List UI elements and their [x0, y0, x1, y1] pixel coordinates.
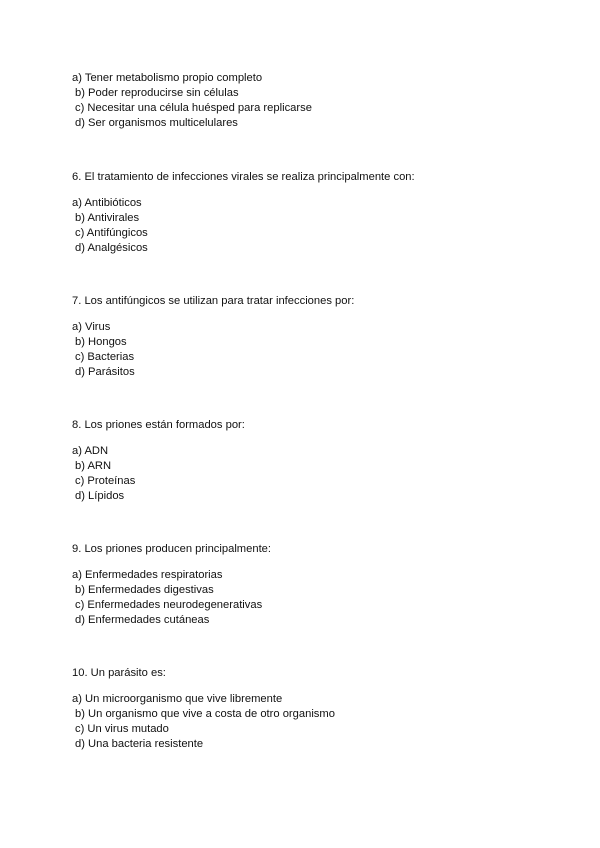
- question-9-option-d: d) Enfermedades cutáneas: [75, 613, 210, 626]
- question-9-option-b: b) Enfermedades digestivas: [75, 583, 214, 596]
- question-9-option-a: a) Enfermedades respiratorias: [72, 569, 223, 581]
- question-5-option-b: b) Poder reproducirse sin células: [75, 86, 239, 99]
- question-8-option-c: c) Proteínas: [75, 474, 136, 487]
- question-7-option-c: c) Bacterias: [75, 350, 135, 363]
- question-6-option-a: a) Antibióticos: [72, 197, 142, 209]
- question-5-option-a: a) Tener metabolismo propio completo: [72, 72, 263, 84]
- question-6-option-b: b) Antivirales: [75, 211, 140, 224]
- question-5-option-d: d) Ser organismos multicelulares: [75, 116, 238, 129]
- question-9-text: 9. Los priones producen principalmente:: [72, 543, 272, 555]
- question-8-options: [72, 444, 135, 504]
- question-7-option-b: b) Hongos: [75, 335, 127, 348]
- question-7-text: 7. Los antifúngicos se utilizan para tratar infecciones por:: [72, 295, 355, 307]
- question-7-options: [72, 320, 135, 380]
- question-8-option-d: d) Lípidos: [75, 489, 125, 502]
- question-7-option-d: d) Parásitos: [75, 365, 135, 378]
- question-6-text: 6. El tratamiento de infecciones virales se realiza principalmente con:: [72, 171, 415, 183]
- question-9-option-c: c) Enfermedades neurodegenerativas: [75, 598, 263, 611]
- question-6-option-c: c) Antifúngicos: [75, 226, 148, 239]
- question-8-option-b: b) ARN: [75, 459, 112, 472]
- question-5-option-c: c) Necesitar una célula huésped para replicarse: [75, 101, 312, 114]
- question-10-option-d: d) Una bacteria resistente: [75, 737, 204, 750]
- question-8-text: 8. Los priones están formados por:: [72, 419, 245, 431]
- question-10-option-a: a) Un microorganismo que vive libremente: [72, 693, 283, 705]
- question-9-options: [72, 568, 262, 628]
- question-10-text: 10. Un parásito es:: [72, 667, 166, 679]
- question-10-options: [72, 692, 335, 752]
- question-6-option-d: d) Analgésicos: [75, 241, 148, 254]
- question-5-options: [72, 71, 312, 131]
- question-6-options: [72, 196, 148, 256]
- question-7-option-a: a) Virus: [72, 321, 111, 333]
- question-10-option-c: c) Un virus mutado: [75, 722, 169, 735]
- question-10-option-b: b) Un organismo que vive a costa de otro organismo: [75, 707, 335, 720]
- question-8-option-a: a) ADN: [72, 445, 109, 457]
